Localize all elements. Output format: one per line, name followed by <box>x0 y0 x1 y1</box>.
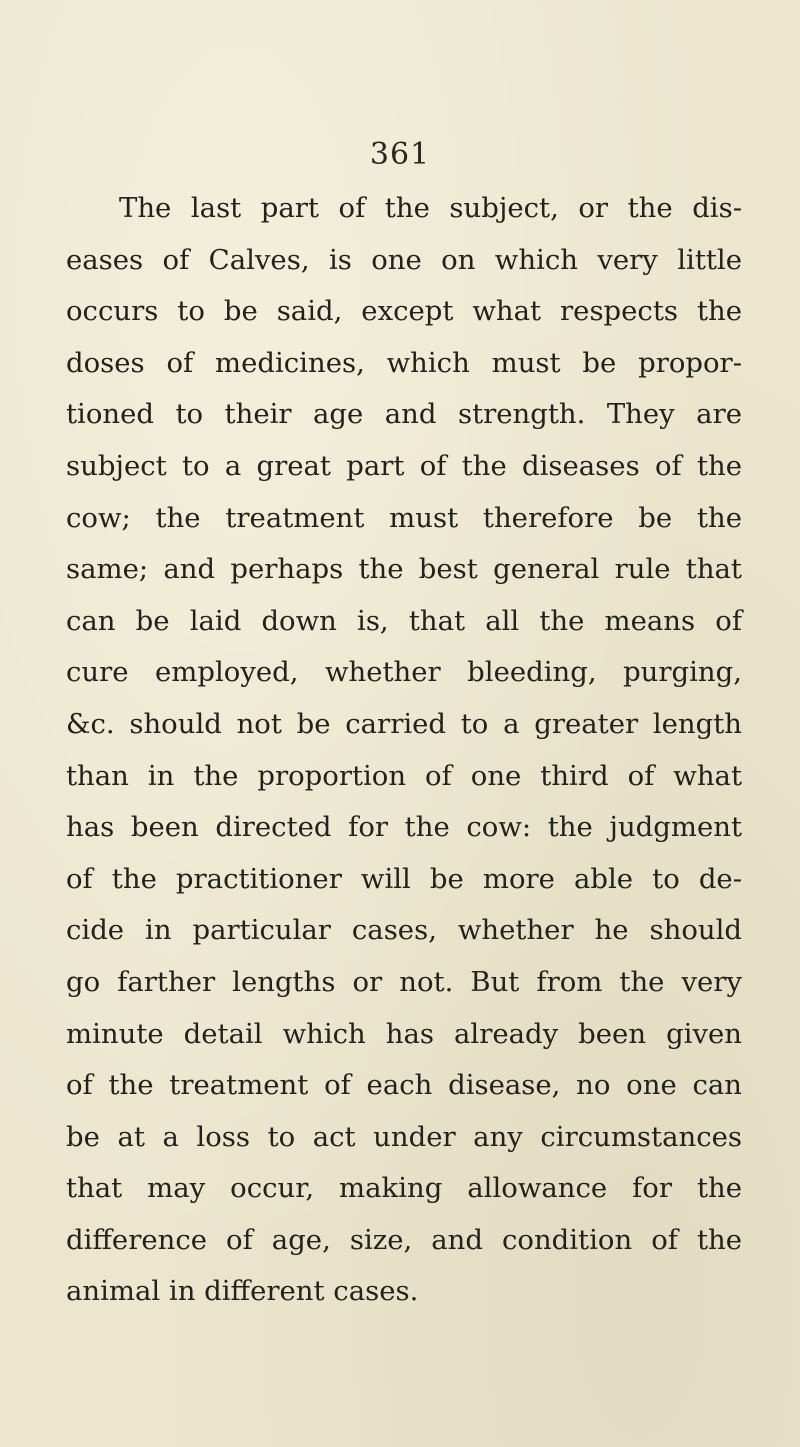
text-line: &c. should not be carried to a greater length <box>66 707 742 740</box>
text-line: of the practitioner will be more able to de- <box>66 862 742 895</box>
text-line: go farther lengths or not. But from the very <box>66 965 742 998</box>
text-line: eases of Calves, is one on which very little <box>66 243 742 276</box>
text-line: tioned to their age and strength. They are <box>66 398 742 431</box>
body-paragraph <box>66 183 742 1318</box>
text-line: The last part of the subject, or the dis- <box>119 192 742 224</box>
text-line: same; and perhaps the best general rule that <box>66 553 742 586</box>
text-line: occurs to be said, except what respects the <box>66 295 742 328</box>
text-line: than in the proportion of one third of what <box>66 759 742 792</box>
text-line: animal in different cases. <box>66 1275 419 1308</box>
text-line: doses of medicines, which must be propor- <box>66 346 742 379</box>
page-number: 361 <box>369 137 431 172</box>
text-line: be at a loss to act under any circumstances <box>66 1120 742 1153</box>
text-line: minute detail which has already been given <box>66 1017 742 1050</box>
text-line: that may occur, making allowance for the <box>66 1172 742 1205</box>
text-line: difference of age, size, and condition of the <box>66 1223 742 1256</box>
text-line: can be laid down is, that all the means of <box>66 604 742 637</box>
text-line: cure employed, whether bleeding, purging, <box>66 656 742 689</box>
text-line: cide in particular cases, whether he should <box>66 914 742 947</box>
text-line: of the treatment of each disease, no one can <box>66 1069 742 1102</box>
text-line: cow; the treatment must therefore be the <box>66 501 742 534</box>
text-line: subject to a great part of the diseases of the <box>66 449 742 482</box>
text-line: has been directed for the cow: the judgment <box>66 811 742 844</box>
